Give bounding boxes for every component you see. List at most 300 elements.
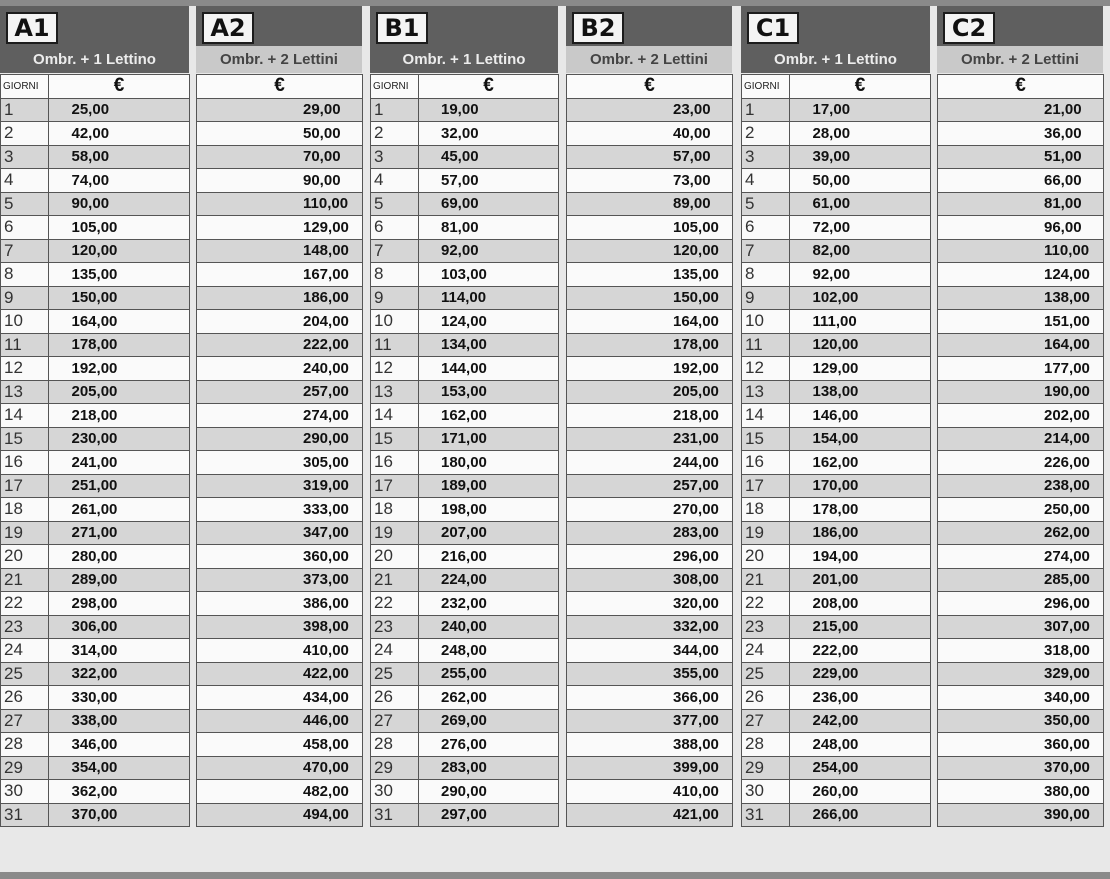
table-row [1,498,190,522]
day-number: 23 [1,615,49,639]
price-cell: 320,00 [567,592,733,616]
price-cell: 164,00 [567,310,733,334]
price-cell: 150,00 [567,286,733,310]
table-row [1,521,190,545]
table-row [938,380,1104,404]
table-row [1,756,190,780]
price-cell: 261,00 [49,498,190,522]
price-cell: 274,00 [938,545,1104,569]
price-cell: 102,00 [790,286,931,310]
day-number: 24 [1,639,49,663]
table-row [1,192,190,216]
price-cell: 205,00 [567,380,733,404]
price-cell: 257,00 [567,474,733,498]
table-row [1,427,190,451]
price-cell: 171,00 [419,427,559,451]
table-row [567,474,733,498]
day-number: 14 [1,404,49,428]
table-row [742,592,931,616]
price-cell: 248,00 [790,733,931,757]
table-row [197,615,363,639]
day-number: 28 [742,733,790,757]
table-row [197,380,363,404]
table-row [371,333,559,357]
price-cell: 262,00 [938,521,1104,545]
price-cell: 194,00 [790,545,931,569]
table-row [742,709,931,733]
price-table [0,74,190,827]
price-cell: 214,00 [938,427,1104,451]
price-cell: 17,00 [790,98,931,122]
table-row [742,521,931,545]
table-row [742,427,931,451]
table-row [567,380,733,404]
table-row [197,333,363,357]
table-row [742,803,931,827]
day-number: 5 [742,192,790,216]
table-row [371,310,559,334]
day-number: 4 [1,169,49,193]
price-table [370,74,559,827]
table-row [938,357,1104,381]
table-row [742,545,931,569]
table-row [197,662,363,686]
price-cell: 207,00 [419,521,559,545]
price-cell: 434,00 [197,686,363,710]
price-cell: 360,00 [197,545,363,569]
table-row [371,98,559,122]
day-number: 6 [371,216,419,240]
price-cell: 410,00 [197,639,363,663]
price-cell: 355,00 [567,662,733,686]
price-cell: 105,00 [567,216,733,240]
price-cell: 290,00 [197,427,363,451]
day-number: 15 [1,427,49,451]
table-row [938,404,1104,428]
table-row [742,568,931,592]
day-number: 31 [1,803,49,827]
table-row [371,357,559,381]
price-cell: 270,00 [567,498,733,522]
table-row [371,662,559,686]
day-number: 4 [742,169,790,193]
table-row [197,239,363,263]
table-row [742,756,931,780]
category-header [370,6,558,73]
price-cell: 238,00 [938,474,1104,498]
table-row [567,216,733,240]
table-row [938,639,1104,663]
table-row [371,780,559,804]
table-row [197,427,363,451]
day-number: 3 [1,145,49,169]
table-row [567,545,733,569]
price-cell: 388,00 [567,733,733,757]
table-row [567,145,733,169]
price-cell: 23,00 [567,98,733,122]
price-cell: 129,00 [197,216,363,240]
table-row [197,498,363,522]
price-cell: 230,00 [49,427,190,451]
price-cell: 103,00 [419,263,559,287]
table-row [197,686,363,710]
table-row [1,380,190,404]
day-number: 28 [371,733,419,757]
table-row [742,474,931,498]
table-row [197,357,363,381]
price-cell: 322,00 [49,662,190,686]
price-cell: 244,00 [567,451,733,475]
table-row [197,568,363,592]
price-cell: 446,00 [197,709,363,733]
table-row [371,239,559,263]
table-row [197,216,363,240]
giorni-header: GIORNI [1,75,49,99]
table-row [567,357,733,381]
price-cell: 70,00 [197,145,363,169]
table-row [371,592,559,616]
category-code: C2 [943,12,995,44]
table-row [371,404,559,428]
price-cell: 215,00 [790,615,931,639]
table-row [938,521,1104,545]
category-subtitle: Ombr. + 1 Lettino [402,51,526,68]
table-row [567,333,733,357]
day-number: 20 [742,545,790,569]
table-row [567,521,733,545]
price-cell: 21,00 [938,98,1104,122]
price-cell: 25,00 [49,98,190,122]
price-cell: 208,00 [790,592,931,616]
day-number: 1 [1,98,49,122]
price-cell: 178,00 [567,333,733,357]
day-number: 19 [1,521,49,545]
price-cell: 124,00 [938,263,1104,287]
table-row [197,122,363,146]
price-cell: 192,00 [49,357,190,381]
day-number: 3 [371,145,419,169]
currency-header: € [567,75,733,99]
price-cell: 178,00 [790,498,931,522]
price-cell: 350,00 [938,709,1104,733]
table-row [1,216,190,240]
table-row [1,615,190,639]
table-row [938,733,1104,757]
day-number: 8 [742,263,790,287]
currency-header: € [197,75,363,99]
day-number: 27 [1,709,49,733]
category-subtitle: Ombr. + 2 Lettini [566,46,732,73]
price-cell: 231,00 [567,427,733,451]
table-row [567,98,733,122]
table-row [567,310,733,334]
table-row [371,427,559,451]
price-cell: 92,00 [790,263,931,287]
day-number: 11 [1,333,49,357]
table-header-row [1,75,190,99]
price-cell: 96,00 [938,216,1104,240]
price-cell: 111,00 [790,310,931,334]
price-cell: 346,00 [49,733,190,757]
table-row [371,474,559,498]
price-cell: 276,00 [419,733,559,757]
price-cell: 386,00 [197,592,363,616]
price-cell: 222,00 [197,333,363,357]
day-number: 1 [371,98,419,122]
table-header-row [197,75,363,99]
price-cell: 410,00 [567,780,733,804]
table-row [197,474,363,498]
price-cell: 218,00 [49,404,190,428]
table-row [371,498,559,522]
price-cell: 319,00 [197,474,363,498]
day-number: 7 [742,239,790,263]
price-cell: 90,00 [197,169,363,193]
price-cell: 360,00 [938,733,1104,757]
price-cell: 58,00 [49,145,190,169]
table-row [938,662,1104,686]
price-cell: 296,00 [938,592,1104,616]
day-number: 22 [1,592,49,616]
table-header-row [567,75,733,99]
table-row [371,451,559,475]
day-number: 30 [371,780,419,804]
day-number: 1 [742,98,790,122]
table-row [1,662,190,686]
table-row [742,263,931,287]
price-cell: 251,00 [49,474,190,498]
category-subtitle: Ombr. + 1 Lettino [774,51,897,68]
day-number: 17 [371,474,419,498]
price-cell: 226,00 [938,451,1104,475]
table-row [742,216,931,240]
price-cell: 45,00 [419,145,559,169]
price-cell: 240,00 [197,357,363,381]
table-row [742,733,931,757]
price-cell: 470,00 [197,756,363,780]
day-number: 31 [742,803,790,827]
price-cell: 190,00 [938,380,1104,404]
table-row [197,98,363,122]
price-cell: 271,00 [49,521,190,545]
category-code: C1 [747,12,799,44]
price-cell: 202,00 [938,404,1104,428]
day-number: 7 [1,239,49,263]
table-row [938,169,1104,193]
category-header [0,6,189,73]
category-header [196,6,362,73]
day-number: 18 [371,498,419,522]
price-cell: 380,00 [938,780,1104,804]
table-row [197,521,363,545]
table-row [742,145,931,169]
price-cell: 298,00 [49,592,190,616]
price-cell: 330,00 [49,686,190,710]
table-row [567,239,733,263]
price-cell: 186,00 [790,521,931,545]
category-code: A2 [202,12,254,44]
category-code: A1 [6,12,58,44]
price-cell: 297,00 [419,803,559,827]
price-cell: 222,00 [790,639,931,663]
price-cell: 167,00 [197,263,363,287]
table-row [371,286,559,310]
price-cell: 340,00 [938,686,1104,710]
day-number: 12 [371,357,419,381]
price-cell: 36,00 [938,122,1104,146]
table-row [1,803,190,827]
category-header [937,6,1103,73]
table-row [567,639,733,663]
price-cell: 305,00 [197,451,363,475]
day-number: 17 [1,474,49,498]
category-code: B2 [572,12,624,44]
bottom-border [0,872,1110,879]
price-cell: 50,00 [197,122,363,146]
currency-header: € [419,75,559,99]
price-table [196,74,363,827]
day-number: 21 [1,568,49,592]
table-row [197,639,363,663]
price-cell: 154,00 [790,427,931,451]
table-row [742,333,931,357]
price-cell: 28,00 [790,122,931,146]
table-row [938,568,1104,592]
day-number: 6 [1,216,49,240]
price-cell: 314,00 [49,639,190,663]
price-cell: 201,00 [790,568,931,592]
table-row [567,122,733,146]
table-row [1,333,190,357]
table-row [197,780,363,804]
price-cell: 269,00 [419,709,559,733]
day-number: 11 [371,333,419,357]
price-cell: 61,00 [790,192,931,216]
day-number: 13 [1,380,49,404]
table-row [742,357,931,381]
table-row [197,263,363,287]
table-row [742,780,931,804]
price-cell: 399,00 [567,756,733,780]
table-row [1,733,190,757]
day-number: 18 [1,498,49,522]
day-number: 30 [742,780,790,804]
price-cell: 81,00 [419,216,559,240]
price-cell: 153,00 [419,380,559,404]
price-cell: 51,00 [938,145,1104,169]
price-cell: 120,00 [790,333,931,357]
table-row [938,451,1104,475]
table-row [371,615,559,639]
table-row [742,169,931,193]
day-number: 22 [371,592,419,616]
price-table [566,74,733,827]
category-subtitle: Ombr. + 1 Lettino [33,51,156,68]
price-cell: 308,00 [567,568,733,592]
price-cell: 162,00 [419,404,559,428]
currency-header: € [938,75,1104,99]
price-cell: 296,00 [567,545,733,569]
day-number: 29 [1,756,49,780]
price-cell: 72,00 [790,216,931,240]
day-number: 27 [371,709,419,733]
table-row [938,122,1104,146]
day-number: 28 [1,733,49,757]
price-cell: 224,00 [419,568,559,592]
day-number: 10 [742,310,790,334]
table-row [938,803,1104,827]
price-cell: 458,00 [197,733,363,757]
price-cell: 290,00 [419,780,559,804]
price-cell: 254,00 [790,756,931,780]
table-row [371,545,559,569]
table-row [371,803,559,827]
table-row [567,404,733,428]
table-row [742,686,931,710]
price-cell: 377,00 [567,709,733,733]
price-cell: 178,00 [49,333,190,357]
table-row [742,615,931,639]
table-row [197,169,363,193]
day-number: 2 [371,122,419,146]
table-row [938,216,1104,240]
table-row [742,451,931,475]
price-cell: 370,00 [938,756,1104,780]
table-row [567,709,733,733]
price-cell: 138,00 [938,286,1104,310]
price-cell: 105,00 [49,216,190,240]
table-row [371,380,559,404]
day-number: 2 [742,122,790,146]
table-row [938,427,1104,451]
table-row [1,98,190,122]
price-cell: 248,00 [419,639,559,663]
price-cell: 110,00 [938,239,1104,263]
price-cell: 90,00 [49,192,190,216]
table-row [938,98,1104,122]
price-cell: 129,00 [790,357,931,381]
price-cell: 257,00 [197,380,363,404]
day-number: 23 [742,615,790,639]
price-cell: 144,00 [419,357,559,381]
category-header [741,6,930,73]
table-row [567,733,733,757]
table-row [1,357,190,381]
table-row [371,733,559,757]
day-number: 12 [1,357,49,381]
day-number: 16 [371,451,419,475]
table-row [1,568,190,592]
price-cell: 370,00 [49,803,190,827]
table-header-row [938,75,1104,99]
price-cell: 204,00 [197,310,363,334]
price-cell: 255,00 [419,662,559,686]
price-cell: 307,00 [938,615,1104,639]
price-cell: 177,00 [938,357,1104,381]
table-row [197,451,363,475]
table-row [371,192,559,216]
price-cell: 138,00 [790,380,931,404]
price-cell: 39,00 [790,145,931,169]
day-number: 18 [742,498,790,522]
table-row [197,709,363,733]
price-cell: 344,00 [567,639,733,663]
day-number: 15 [742,427,790,451]
table-row [1,592,190,616]
table-row [742,639,931,663]
day-number: 20 [1,545,49,569]
table-row [567,427,733,451]
